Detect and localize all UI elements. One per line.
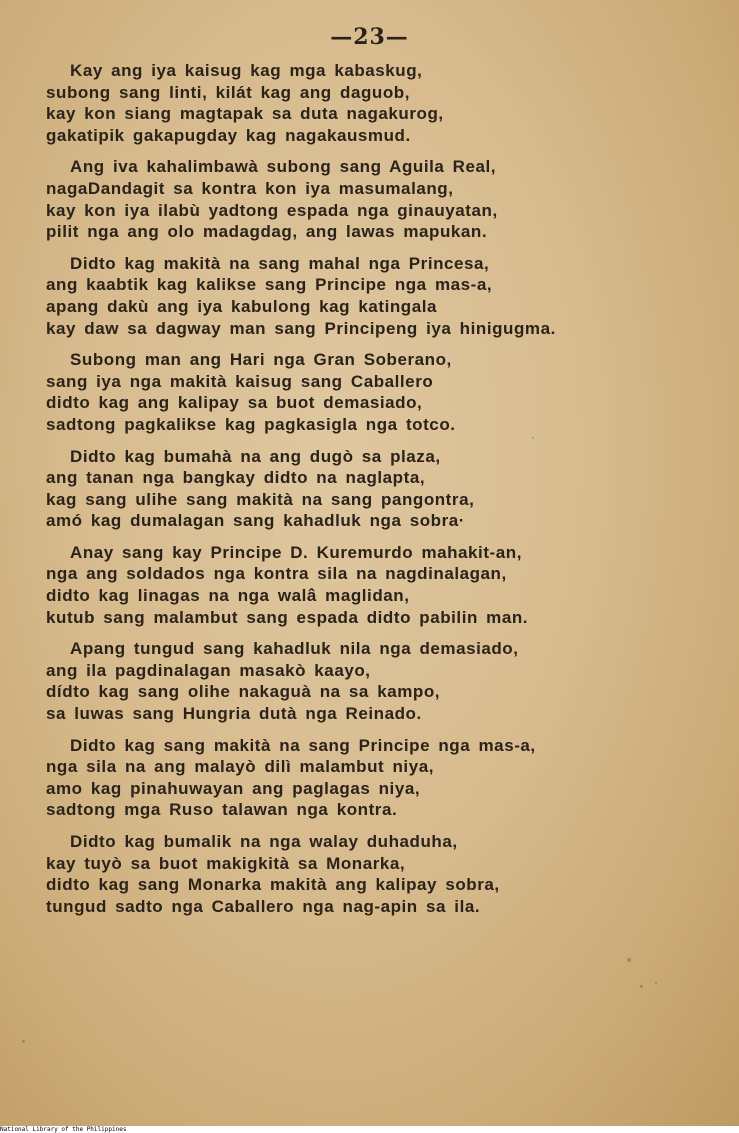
stanza <box>46 156 626 242</box>
poem-line: sadtong pagkalikse kag pagkasigla nga totco. <box>46 414 456 434</box>
poem-line: didto kag ang kalipay sa buot demasiado, <box>46 393 423 413</box>
paper-spot <box>532 437 534 439</box>
poem-line: nagaDandagit sa kontra kon iya masumalang, <box>46 178 454 198</box>
stanza <box>46 253 626 339</box>
poem-line: kay kon siang magtapak sa duta nagakurog, <box>46 104 444 124</box>
stanza <box>46 831 626 917</box>
poem-line: ang tanan nga bangkay didto na naglapta, <box>46 468 426 488</box>
poem-line: didto kag linagas na nga walâ maglidan, <box>46 586 410 606</box>
poem-line: ang ila pagdinalagan masakò kaayo, <box>46 660 371 680</box>
poem-text <box>46 60 626 927</box>
paper-spot <box>22 1040 25 1043</box>
poem-line: amó kag dumalagan sang kahadluk nga sobra· <box>46 511 465 531</box>
poem-line: Ang iva kahalimbawà subong sang Aguila Real, <box>70 157 497 177</box>
library-footer: National Library of the Philippines <box>0 1126 739 1133</box>
stanza <box>46 735 626 821</box>
poem-line: gakatipik gakapugday kag nagakausmud. <box>46 125 411 145</box>
poem-line: kay daw sa dagway man sang Principeng iya hinigugma. <box>46 318 556 338</box>
poem-line: Didto kag sang makità na sang Principe nga mas-a, <box>70 735 536 755</box>
poem-line: apang dakù ang iya kabulong kag katingala <box>46 296 438 316</box>
poem-line: nga ang soldados nga kontra sila na nagdinalagan, <box>46 564 507 584</box>
poem-line: subong sang linti, kilát kag ang daguob, <box>46 82 410 102</box>
stanza <box>46 542 626 628</box>
stanza <box>46 349 626 435</box>
poem-line: Anay sang kay Principe D. Kuremurdo mahakit-an, <box>70 542 522 562</box>
paper-spot <box>640 985 643 988</box>
poem-line: kutub sang malambut sang espada didto pabilin man. <box>46 607 529 627</box>
poem-line: sa luwas sang Hungria dutà nga Reinado. <box>46 704 422 724</box>
poem-line: tungud sadto nga Caballero nga nag-apin sa ila. <box>46 896 481 916</box>
poem-line: didto kag sang Monarka makità ang kalipay sobra, <box>46 875 500 895</box>
poem-line: nga sila na ang malayò dilì malambut niya, <box>46 757 434 777</box>
paper-spot <box>627 958 631 962</box>
stanza <box>46 446 626 532</box>
poem-line: Kay ang iya kaisug kag mga kabaskug, <box>70 61 423 80</box>
paper-spot <box>655 982 657 984</box>
poem-line: kay tuyò sa buot makigkità sa Monarka, <box>46 853 406 873</box>
poem-line: Didto kag bumalik na nga walay duhaduha, <box>70 832 458 851</box>
poem-line: Subong man ang Hari nga Gran Soberano, <box>70 350 452 370</box>
poem-line: pilit nga ang olo madagdag, ang lawas mapukan. <box>46 222 488 242</box>
poem-line: amo kag pinahuwayan ang paglagas niya, <box>46 778 421 798</box>
stanza <box>46 60 626 146</box>
poem-line: Apang tungud sang kahadluk nila nga demasiado, <box>70 639 519 659</box>
poem-line: Didto kag bumahà na ang dugò sa plaza, <box>70 446 441 466</box>
page-number: —23— <box>330 24 409 50</box>
poem-line: sadtong mga Ruso talawan nga kontra. <box>46 800 398 820</box>
poem-line: kag sang ulihe sang makità na sang pangontra, <box>46 489 475 509</box>
poem-line: kay kon iya ilabù yadtong espada nga ginauyatan, <box>46 200 498 220</box>
stanza <box>46 638 626 724</box>
poem-line: sang iya nga makità kaisug sang Caballero <box>46 371 434 391</box>
poem-line: dídto kag sang olihe nakaguà na sa kampo, <box>46 682 441 702</box>
poem-line: ang kaabtik kag kalikse sang Principe nga mas-a, <box>46 275 493 295</box>
poem-line: Didto kag makità na sang mahal nga Princesa, <box>70 253 490 273</box>
